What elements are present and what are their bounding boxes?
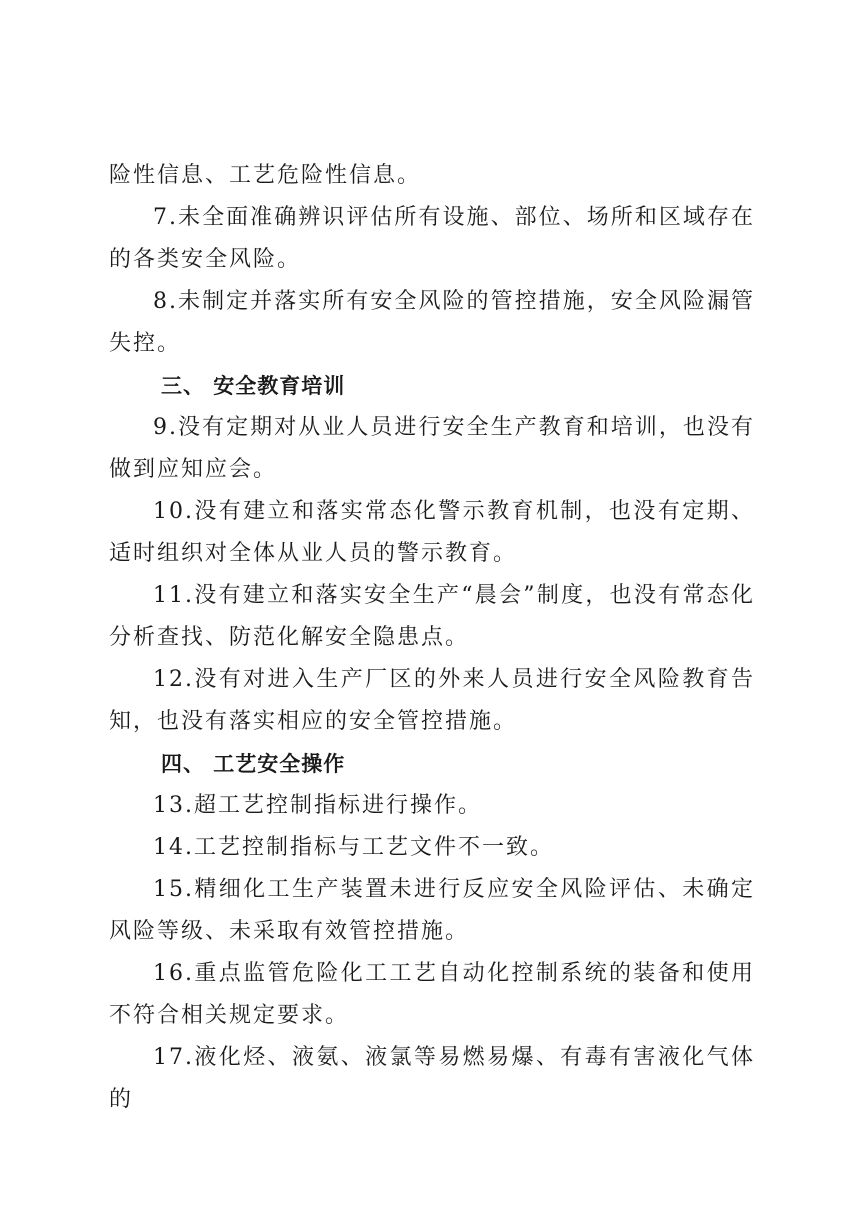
- section-heading-4: 四、 工艺安全操作: [161, 752, 346, 776]
- paragraph-item-17: 17.液化烃、液氨、液氯等易燃易爆、有毒有害液化气体的: [109, 1045, 755, 1112]
- paragraph-item-14: 14.工艺控制指标与工艺文件不一致。: [153, 835, 554, 860]
- paragraph-item-12: 12.没有对进入生产厂区的外来人员进行安全风险教育告知，也没有落实相应的安全管控措施。: [109, 667, 755, 734]
- paragraph-item-15: 15.精细化工生产装置未进行反应安全风险评估、未确定风险等级、未采取有效管控措施。: [109, 877, 755, 944]
- paragraph-item-13: 13.超工艺控制指标进行操作。: [153, 793, 482, 818]
- paragraph-continuation: 险性信息、工艺危险性信息。: [109, 163, 422, 188]
- section-heading-3: 三、 安全教育培训: [161, 374, 346, 398]
- paragraph-item-9: 9.没有定期对从业人员进行安全生产教育和培训，也没有做到应知应会。: [109, 415, 755, 482]
- paragraph-item-7: 7.未全面准确辨识评估所有设施、部位、场所和区域存在的各类安全风险。: [109, 205, 755, 272]
- document-body: [109, 155, 755, 1121]
- paragraph-item-11: 11.没有建立和落实安全生产“晨会”制度，也没有常态化分析查找、防范化解安全隐患点。: [109, 583, 755, 650]
- paragraph-item-16: 16.重点监管危险化工工艺自动化控制系统的装备和使用不符合相关规定要求。: [109, 961, 755, 1028]
- paragraph-item-10: 10.没有建立和落实常态化警示教育机制，也没有定期、适时组织对全体从业人员的警示教育。: [109, 499, 755, 566]
- paragraph-item-8: 8.未制定并落实所有安全风险的管控措施，安全风险漏管失控。: [109, 289, 755, 356]
